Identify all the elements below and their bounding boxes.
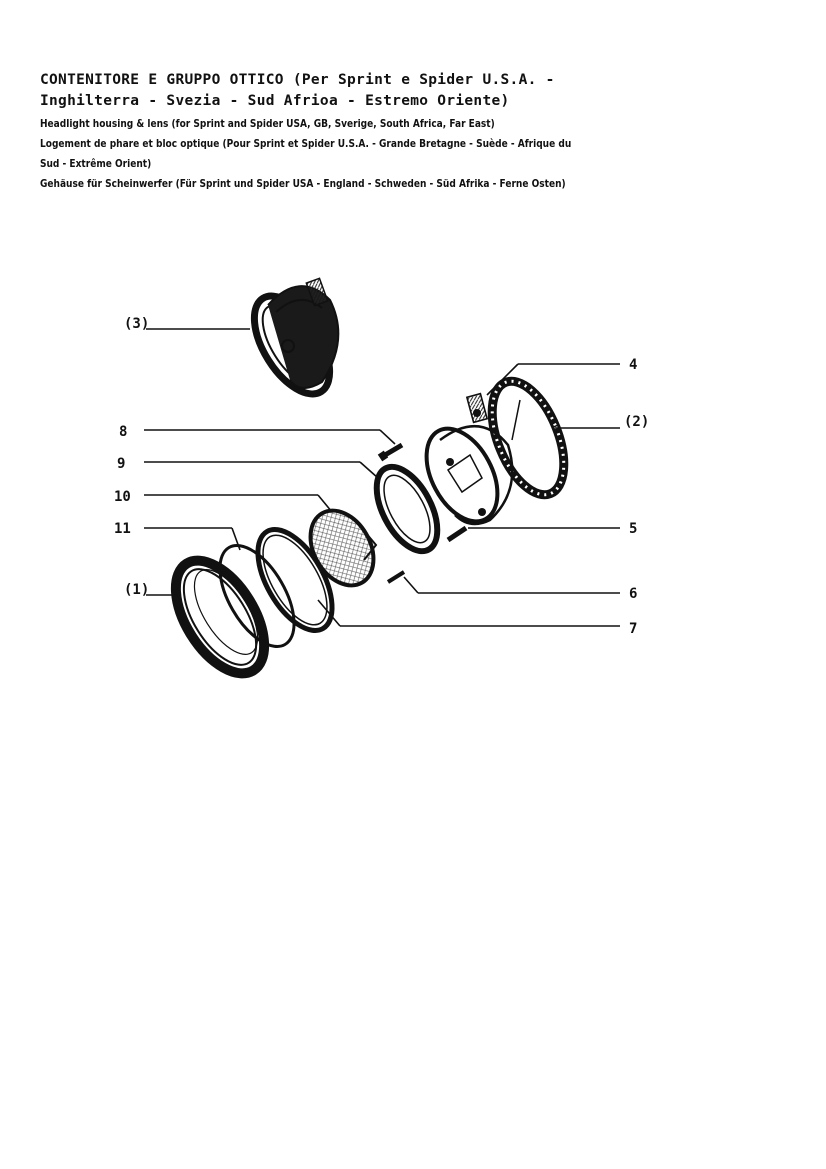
title-italian-line-1: CONTENITORE E GRUPPO OTTICO (Per Sprint e Spider U.S.A. - [40, 72, 555, 88]
callout-9: 9 [117, 456, 126, 472]
mounting-gasket-ring [478, 371, 579, 505]
callout-5: 5 [629, 521, 638, 537]
callout-4: 4 [629, 357, 638, 373]
title-german: Gehäuse für Scheinwerfer (Für Sprint und Spider USA - England - Schweden - Süd Afrika - Ferne Osten) [40, 178, 566, 190]
title-french-line-2: Sud - Extrême Orient) [40, 158, 152, 170]
leader-line-6 [404, 577, 418, 593]
callout-7: 7 [629, 621, 638, 637]
retaining-ring-part-9 [364, 457, 450, 561]
callout-3: (3) [124, 316, 150, 332]
outer-bezel-rim [158, 546, 282, 689]
title-english: Headlight housing & lens (for Sprint and Spider USA, GB, Sverige, South Africa, Far East) [40, 118, 495, 130]
title-french-line-1: Logement de phare et bloc optique (Pour Sprint et Spider U.S.A. - Grande Bretagne - Suède - Afrique du [40, 138, 572, 150]
callout-2: (2) [624, 414, 650, 430]
callout-6: 6 [629, 586, 638, 602]
leader-line-9-b [360, 462, 378, 478]
bulb-socket-connector [467, 394, 487, 423]
screw-part-6 [388, 572, 404, 582]
leader-line-8-b [380, 430, 395, 444]
leader-line-10-b [318, 495, 332, 512]
headlight-housing-bowl [412, 417, 512, 533]
title-italian-line-2: Inghilterra - Svezia - Sud Afrioa - Estremo Oriente) [40, 93, 510, 109]
callout-1: (1) [124, 582, 150, 598]
headlight-unit-assembly [239, 278, 345, 406]
adjusting-screw-part-5 [448, 528, 466, 540]
callout-8: 8 [119, 424, 128, 440]
sealed-beam-lens-part-10 [298, 499, 386, 596]
screw-part-8 [380, 445, 402, 458]
callout-10: 10 [114, 489, 131, 505]
callout-11: 11 [114, 521, 131, 537]
